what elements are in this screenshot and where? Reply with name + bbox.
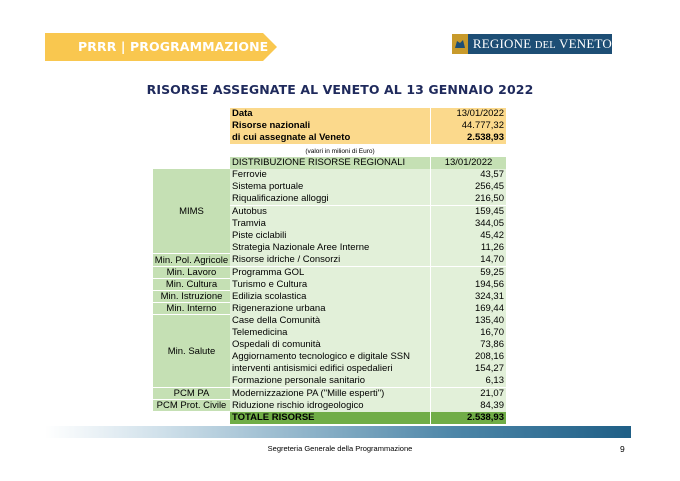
row-value: 135,40 (431, 315, 506, 327)
section-banner (45, 33, 277, 61)
row-label: Riqualificazione alloggi (230, 193, 430, 205)
ministry-label: Min. Lavoro (153, 267, 230, 278)
row-value: 154,27 (431, 363, 506, 375)
summary-label: Data (230, 108, 430, 120)
summary-value: 44.777,32 (431, 120, 506, 132)
row-label: Case della Comunità (230, 315, 430, 327)
summary-value: 13/01/2022 (431, 108, 506, 120)
regione-veneto-logo (452, 34, 612, 54)
ministry-label: Min. Salute (153, 315, 230, 387)
ministry-label: PCM PA (153, 388, 230, 399)
row-label: Riduzione rischio idrogeologico (230, 400, 430, 412)
ministry-label: Min. Interno (153, 303, 230, 314)
row-value: 84,39 (431, 400, 506, 412)
summary-value: 2.538,93 (431, 132, 506, 144)
row-value: 194,56 (431, 279, 506, 291)
table-header-label: DISTRIBUZIONE RISORSE REGIONALI (230, 157, 430, 169)
row-label: Rigenerazione urbana (230, 303, 430, 315)
row-value: 6,13 (431, 375, 506, 387)
row-label: Edilizia scolastica (230, 291, 430, 303)
row-value: 45,42 (431, 230, 506, 242)
row-value: 14,70 (431, 254, 506, 266)
total-value: 2.538,93 (431, 412, 506, 424)
summary-label: di cui assegnate al Veneto (230, 132, 430, 144)
row-value: 43,57 (431, 169, 506, 181)
total-label: TOTALE RISORSE (230, 412, 430, 424)
ministry-label: MIMS (153, 169, 230, 253)
row-label: Telemedicina (230, 327, 430, 339)
ministry-label: PCM Prot. Civile (153, 400, 230, 411)
row-label: Turismo e Cultura (230, 279, 430, 291)
row-label: interventi antisismici edifici ospedalieri (230, 363, 430, 375)
row-value: 21,07 (431, 388, 506, 400)
row-value: 208,16 (431, 351, 506, 363)
row-label: Sistema portuale (230, 181, 430, 193)
units-note: (valori in milioni di Euro) (305, 148, 375, 155)
section-label: PRRR | PROGRAMMAZIONE (78, 39, 269, 54)
footer-text: Segreteria Generale della Programmazione (267, 444, 413, 453)
row-value: 11,26 (431, 242, 506, 254)
row-label: Modernizzazione PA ("Mille esperti") (230, 388, 430, 400)
row-label: Strategia Nazionale Aree Interne (230, 242, 430, 254)
page-title: RISORSE ASSEGNATE AL VENETO AL 13 GENNAIO 2022 (146, 82, 534, 97)
row-label: Programma GOL (230, 267, 430, 279)
row-label: Aggiornamento tecnologico e digitale SSN (230, 351, 430, 363)
table-header-date: 13/01/2022 (431, 157, 506, 169)
row-label: Autobus (230, 206, 430, 218)
ministry-label: Min. Pol. Agricole (154, 254, 229, 266)
summary-label: Risorse nazionali (230, 120, 430, 132)
row-value: 59,25 (431, 267, 506, 279)
row-label: Risorse idriche / Consorzi (230, 254, 430, 266)
row-label: Tramvia (230, 218, 430, 230)
row-label: Ospedali di comunità (230, 339, 430, 351)
row-value: 73,86 (431, 339, 506, 351)
row-value: 344,05 (431, 218, 506, 230)
ministry-label: Min. Istruzione (153, 291, 230, 302)
row-value: 216,50 (431, 193, 506, 205)
row-label: Piste ciclabili (230, 230, 430, 242)
row-value: 256,45 (431, 181, 506, 193)
footer-gradient-bar (45, 426, 631, 438)
row-value: 159,45 (431, 206, 506, 218)
row-label: Ferrovie (230, 169, 430, 181)
row-value: 169,44 (431, 303, 506, 315)
row-value: 16,70 (431, 327, 506, 339)
ministry-label: Min. Cultura (153, 279, 230, 290)
row-value: 324,31 (431, 291, 506, 303)
lion-emblem-icon (452, 34, 468, 54)
logo-text: REGIONE DEL VENETO (472, 36, 612, 51)
page-number: 9 (620, 444, 625, 454)
row-label: Formazione personale sanitario (230, 375, 430, 387)
